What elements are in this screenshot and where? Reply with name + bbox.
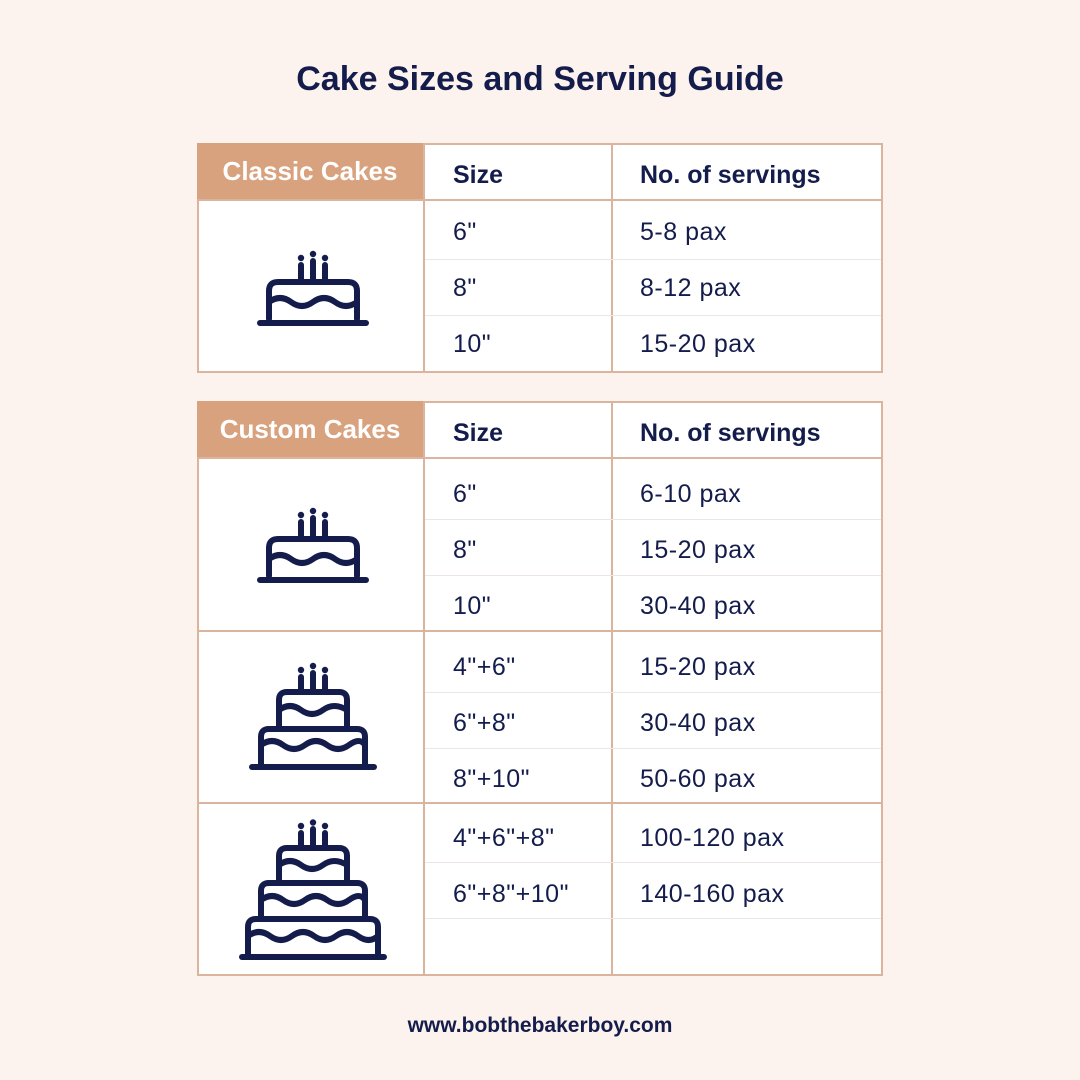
column-header-servings: No. of servings — [640, 161, 821, 189]
one-tier-cake-icon — [257, 502, 369, 587]
three-tier-cake-icon — [239, 819, 387, 963]
size-cell: 6" — [453, 218, 477, 246]
servings-cell: 8-12 pax — [640, 274, 742, 302]
custom-cakes-table — [197, 401, 883, 976]
servings-cell: 15-20 pax — [640, 653, 756, 681]
size-cell: 8" — [453, 536, 477, 564]
column-header-servings: No. of servings — [640, 419, 821, 447]
size-cell: 10" — [453, 330, 492, 358]
size-cell: 4"+6"+8" — [453, 824, 555, 852]
servings-cell: 30-40 pax — [640, 592, 756, 620]
servings-cell: 6-10 pax — [640, 480, 742, 508]
column-header-size: Size — [453, 419, 504, 447]
servings-cell: 100-120 pax — [640, 824, 785, 852]
classic-cakes-table — [197, 143, 883, 373]
size-cell: 8" — [453, 274, 477, 302]
size-cell: 6"+8"+10" — [453, 880, 569, 908]
size-cell: 6" — [453, 480, 477, 508]
size-cell: 4"+6" — [453, 653, 516, 681]
size-cell: 8"+10" — [453, 765, 531, 793]
classic-cakes-label: Classic Cakes — [197, 143, 423, 199]
column-header-size: Size — [453, 161, 504, 189]
servings-cell: 140-160 pax — [640, 880, 785, 908]
servings-cell: 5-8 pax — [640, 218, 727, 246]
servings-cell: 50-60 pax — [640, 765, 756, 793]
size-cell: 6"+8" — [453, 709, 516, 737]
custom-cakes-label: Custom Cakes — [197, 401, 423, 457]
servings-cell: 15-20 pax — [640, 330, 756, 358]
website-footer: www.bobthebakerboy.com — [407, 1014, 673, 1037]
servings-cell: 30-40 pax — [640, 709, 756, 737]
size-cell: 10" — [453, 592, 492, 620]
servings-cell: 15-20 pax — [640, 536, 756, 564]
two-tier-cake-icon — [249, 661, 377, 773]
one-tier-cake-icon — [257, 245, 369, 330]
page-title: Cake Sizes and Serving Guide — [296, 60, 784, 98]
